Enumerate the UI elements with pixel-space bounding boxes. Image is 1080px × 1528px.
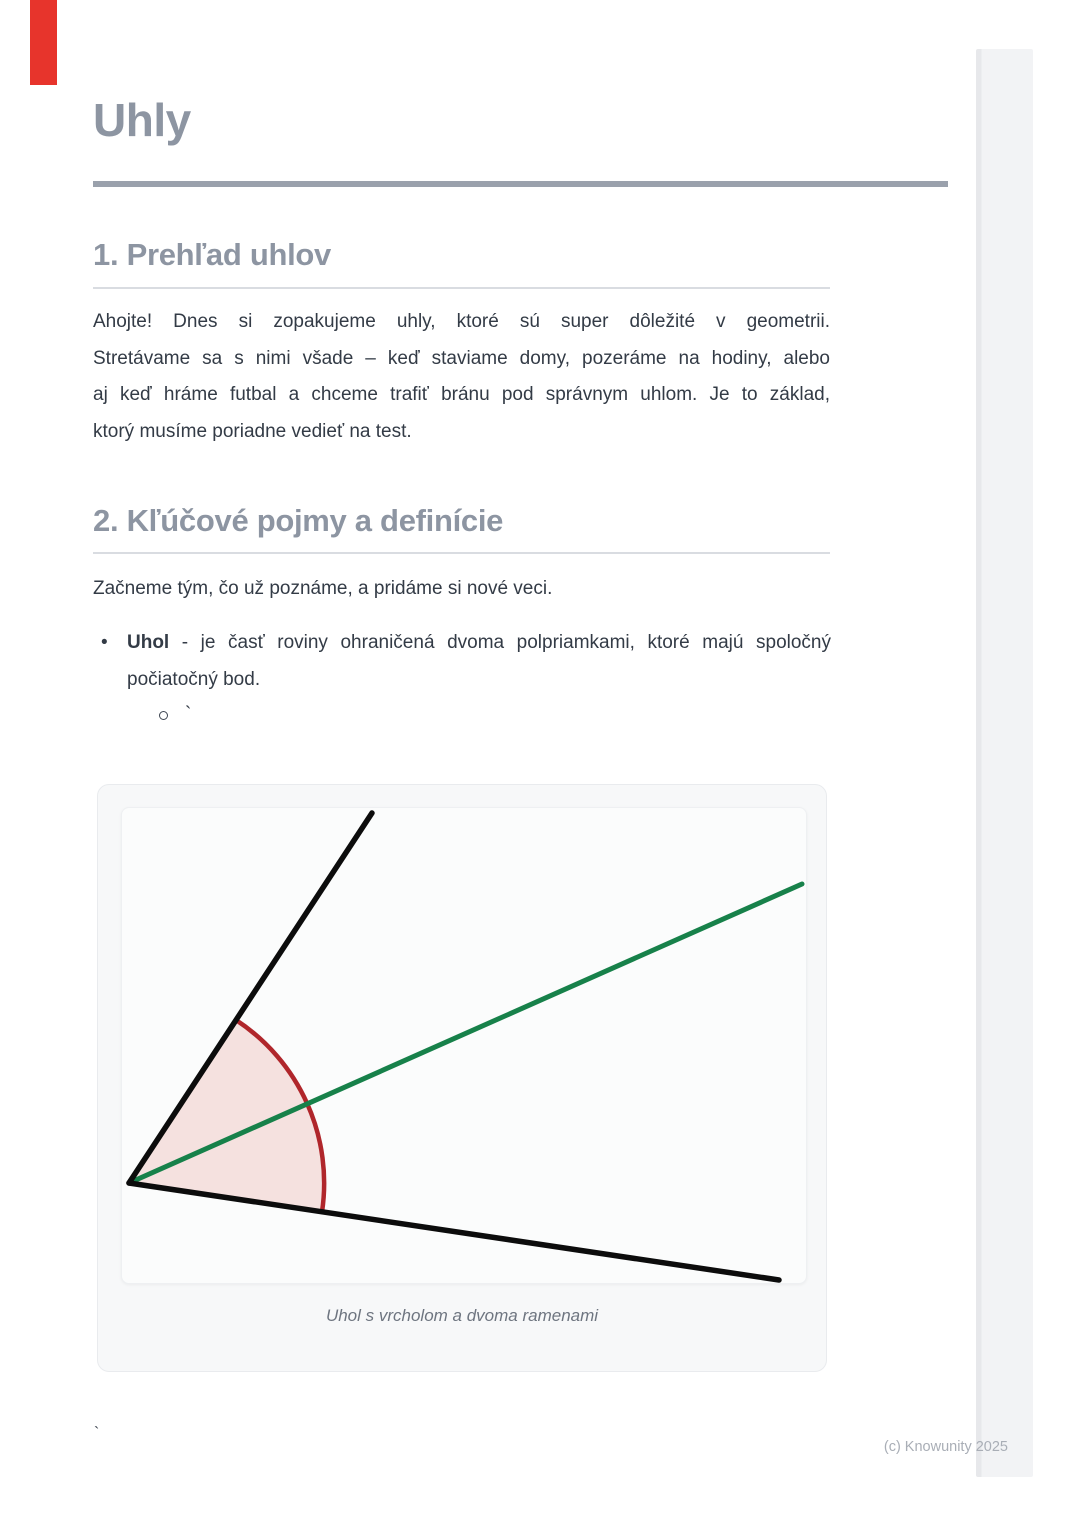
figure-card — [97, 784, 827, 1372]
definition-list — [101, 624, 831, 732]
page-title: Uhly — [93, 94, 191, 146]
paragraph-line: ktorý musíme poriadne vedieť na test. — [93, 420, 412, 442]
section-heading-1: 1. Prehľad uhlov — [93, 237, 331, 272]
sub-list-item — [159, 698, 831, 732]
definition-line: počiatočný bod. — [127, 669, 261, 690]
figure-caption: Uhol s vrcholom a dvoma ramenami — [325, 1306, 599, 1325]
section-intro-text: Začneme tým, čo už poznáme, a pridáme si nové veci. — [93, 578, 553, 599]
intro-paragraph — [93, 304, 830, 450]
stray-backtick-text: ` — [94, 1425, 100, 1442]
title-divider — [93, 181, 948, 187]
scrollbar-track[interactable] — [976, 49, 1033, 1477]
paragraph-line: Stretávame sa s nimi všade – keď staviame domy, pozeráme na hodiny, alebo — [93, 347, 830, 369]
angle-wedge-fill — [129, 1020, 324, 1212]
angle-diagram — [121, 807, 807, 1284]
paragraph-line: Ahojte! Dnes si zopakujeme uhly, ktoré sú super dôležité v geometrii. — [93, 311, 830, 332]
list-item-text — [127, 624, 831, 732]
bookmark-ribbon — [30, 0, 57, 85]
section-divider-2 — [93, 552, 830, 554]
list-item — [101, 624, 831, 732]
circle-bullet-marker — [159, 711, 168, 720]
lower-black-ray — [129, 1183, 779, 1280]
section-heading-2: 2. Kľúčové pojmy a definície — [93, 503, 504, 538]
definition-rest: - je časť roviny ohraničená dvoma polpriamkami, ktoré majú spoločný — [169, 632, 831, 653]
bullet-marker: • — [101, 632, 108, 653]
paragraph-line: aj keď hráme futbal a chceme trafiť bránu pod správnym uhlom. Je to základ, — [93, 384, 830, 405]
copyright-footer: (c) Knowunity 2025 — [883, 1439, 1008, 1455]
definition-line — [127, 624, 831, 661]
definition-term: Uhol — [127, 632, 170, 653]
sub-list-item-text: ` — [185, 704, 192, 725]
section-divider-1 — [93, 287, 830, 289]
